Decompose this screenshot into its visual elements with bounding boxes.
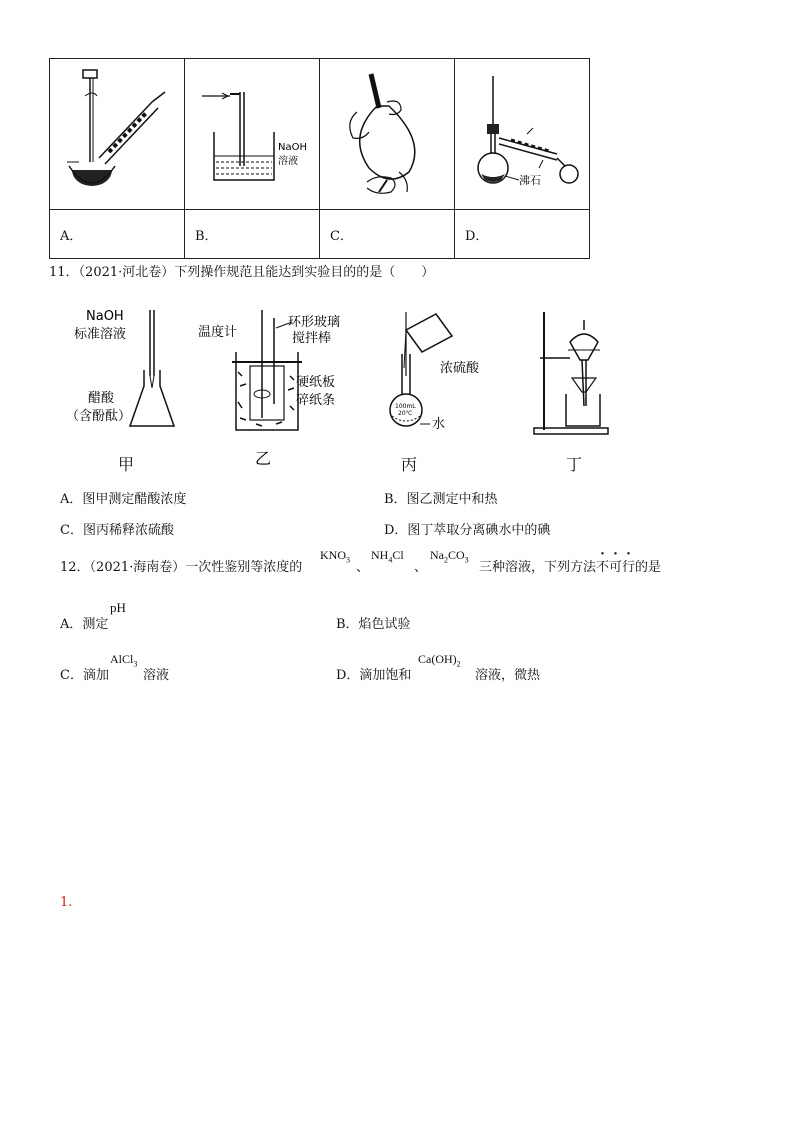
q11-stem: 11．（2021·河北卷）下列操作规范且能达到实验目的的是（ ） [49, 265, 435, 280]
figure-label-bing: 丙 [401, 455, 418, 474]
stem-text: 不可行 [596, 560, 636, 575]
formula-kno3: $KNO_3$ [320, 548, 350, 565]
stirrer-label-1: 环形玻璃 [288, 315, 341, 330]
option-label: D． [465, 228, 489, 244]
formula-na2co3: $Na_2CO_3$ [430, 548, 469, 565]
separator: 、 [356, 560, 370, 575]
formula-text: Cl [392, 548, 404, 562]
q12-option-b[interactable]: B．焰色试验 [336, 617, 411, 632]
q12-option-a[interactable] [60, 613, 108, 632]
formula-text: CO [448, 548, 465, 562]
q10-option-c[interactable] [320, 210, 455, 259]
q12-stem-tail [479, 547, 662, 577]
flask-temp-label: 20℃ [398, 410, 413, 417]
answer-number-marker: 1. [60, 895, 73, 910]
figure-label-ding: 丁 [566, 455, 583, 474]
q10-option-d[interactable] [455, 210, 590, 259]
shredded-paper-label: 碎纸条 [296, 393, 336, 408]
emphasis-not-feasible [596, 547, 636, 575]
formula-text: Na [430, 548, 444, 562]
flask-volume-label: 100mL [395, 403, 416, 410]
formula-text: Ca(OH) [418, 652, 457, 666]
thermometer-label: 温度计 [198, 325, 238, 340]
acetic-acid-label: 醋酸 [88, 391, 115, 406]
option-label: C． [330, 228, 353, 244]
formula-text: AlCl [110, 652, 134, 666]
q11-option-c[interactable]: C．图丙稀释浓硫酸 [60, 523, 174, 538]
conc-sulfuric-acid-label: 浓硫酸 [440, 361, 480, 376]
gas-absorption-beaker-figure [192, 62, 312, 202]
formula-text: NH [371, 548, 389, 562]
q11-figure-bing [382, 306, 502, 442]
stirrer-label-2: 搅拌棒 [292, 331, 332, 346]
q10-figure-c [320, 59, 455, 210]
naoh-label: NaOH [86, 309, 124, 324]
q10-figure-b [185, 59, 320, 210]
q12-option-c[interactable] [60, 664, 109, 683]
q11-option-d[interactable]: D．图丁萃取分离碘水中的碘 [384, 523, 551, 538]
formula-ph: pH [110, 600, 126, 615]
q11-figure-ding [530, 306, 620, 442]
distillation-apparatus-figure [457, 62, 587, 202]
q12-stem [60, 559, 302, 577]
q10-option-a[interactable] [50, 210, 185, 259]
emphasis-dots: · · · [600, 547, 631, 562]
stem-text: 的是 [635, 560, 662, 575]
phenolphthalein-label: （含酚酞） [66, 409, 132, 424]
option-text: A．测定 [60, 617, 109, 632]
separatory-funnel-shaking-figure [327, 62, 447, 202]
formula-text: KNO [320, 548, 346, 562]
formula-nh4cl: $NH_4Cl$ [371, 548, 404, 565]
cardboard-label: 硬纸板 [296, 375, 336, 390]
q10-figure-d [455, 59, 590, 210]
option-label: B． [195, 228, 218, 244]
q12-option-c-suffix: 溶液 [143, 668, 170, 683]
q11-option-b[interactable]: B．图乙测定中和热 [384, 492, 498, 507]
solution-label: 溶液 [278, 156, 298, 167]
boiling-chips-label: 沸石 [519, 174, 541, 187]
separator: 、 [414, 560, 428, 575]
standard-solution-label: 标准溶液 [74, 327, 127, 342]
formula-alcl3: AlCl$_3$ [110, 652, 138, 669]
q12-stem-intro: 12．（2021·海南卷）一次性鉴别等浓度的 [60, 560, 303, 575]
figure-label-yi: 乙 [255, 449, 272, 468]
option-label: A． [60, 228, 83, 244]
figure-label-jia: 甲 [118, 455, 135, 474]
q10-option-b[interactable] [185, 210, 320, 259]
option-text: C．滴加 [60, 668, 109, 683]
q12-option-d[interactable] [336, 664, 411, 683]
q10-figure-a [50, 59, 185, 210]
q11-option-a[interactable]: A．图甲测定醋酸浓度 [60, 492, 187, 507]
stem-text: 三种溶液，下列方法 [479, 560, 597, 575]
q10-options-table [49, 58, 590, 259]
formula-caoh2: $Ca(OH)_2$ [418, 652, 461, 669]
water-label: 水 [432, 417, 446, 432]
q12-option-d-suffix: 溶液，微热 [475, 668, 541, 683]
reflux-condenser-apparatus-figure [57, 62, 177, 202]
naoh-label: NaOH [278, 142, 307, 153]
q11-figure-jia [66, 306, 186, 442]
option-text: D．滴加饱和 [336, 668, 412, 683]
q11-figure-yi [196, 306, 346, 468]
